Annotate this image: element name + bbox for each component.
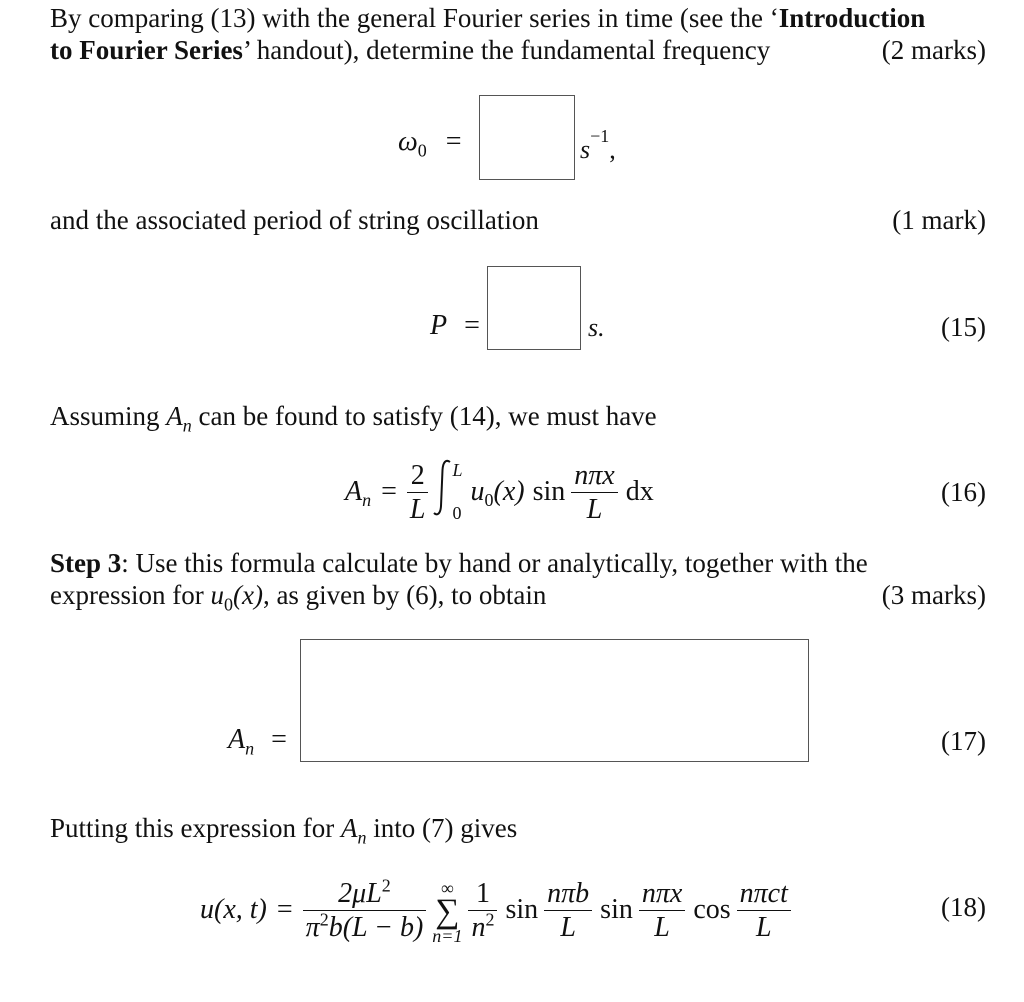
paragraph-putting [50, 812, 986, 848]
para4-text-c: , as given by (6), to obtain [262, 580, 547, 610]
eq18-cos: cos [693, 894, 731, 925]
eq18-term-den-exp: 2 [485, 909, 495, 930]
eq16-arg-num: nπx [571, 460, 617, 493]
eq16-sin-argument [571, 460, 617, 525]
eq16-fraction-2-over-L [407, 460, 429, 525]
coefficient-answer-box[interactable] [300, 639, 809, 762]
period-answer-box[interactable] [487, 266, 581, 350]
eq18-term-den [468, 911, 497, 943]
omega-unit [580, 126, 616, 165]
period-equals: = [464, 310, 480, 341]
eq16-arg-den: L [586, 493, 603, 525]
para5-var-A: A [341, 813, 358, 843]
para1-bold-a: Introduction [778, 3, 926, 33]
equation-16: A $_n$ = $\frac{2}{L}$ L 0 u $_0$ (x) sin $\frac{\text{nπx}}{L}$ dx [345, 459, 654, 525]
para1-text-b: ’ handout), determine the fundamental frequency [242, 35, 771, 65]
para4-var-u: u [210, 580, 224, 610]
eq18-coef-den-pi: π [305, 911, 320, 943]
paragraph-fundamental-frequency [50, 2, 986, 34]
eq17-lhs-A: A [228, 724, 246, 755]
eq18-arg1-den: L [560, 911, 576, 943]
period-unit: s. [588, 313, 605, 342]
paragraph-step-3 [50, 547, 986, 579]
para4-text-b: expression for [50, 580, 211, 610]
eq17-equals: = [271, 724, 287, 755]
para3-text-b: can be found to satisfy (14), we must have [191, 401, 657, 431]
period-symbol: P [430, 310, 448, 341]
omega-unit-exponent: −1 [590, 126, 610, 147]
paragraph-step-3-line2 [50, 579, 986, 615]
period-equation [430, 310, 480, 342]
paragraph-assuming [50, 400, 986, 436]
para3-var-sub: n [182, 415, 192, 436]
eq18-arg-1 [544, 878, 592, 943]
eq18-equals: = [276, 894, 293, 925]
eq18-summation [432, 879, 462, 945]
omega-subscript: 0 [417, 140, 427, 161]
eq17-lhs-sub: n [245, 738, 255, 759]
integral-sign-icon [432, 458, 454, 518]
eq16-sin: sin [532, 476, 566, 507]
equation-number-15: (15) [941, 312, 986, 342]
eq18-arg3-num: nπct [737, 878, 791, 911]
eq16-dx: dx [625, 476, 654, 507]
eq18-lhs: u(x, t) [200, 894, 267, 925]
para3-text-a: Assuming [50, 401, 167, 431]
para2-text: and the associated period of string oscillation [50, 205, 539, 235]
step-3-label: Step 3 [50, 548, 122, 578]
eq18-sin-2: sin [600, 894, 633, 925]
eq18-coefficient-fraction [303, 875, 427, 943]
eq18-term-fraction [468, 878, 497, 943]
eq16-int-lower: 0 [452, 503, 462, 523]
omega-comma: , [609, 135, 616, 164]
eq18-coef-num-exp: 2 [381, 875, 391, 896]
marks-label-2: (2 marks) [881, 35, 986, 65]
eq18-coef-den-rest: b(L − b) [328, 911, 424, 943]
eq18-sin-1: sin [505, 894, 539, 925]
eq16-frac-den: L [409, 493, 426, 525]
equation-number-18: (18) [941, 892, 986, 922]
eq16-equals: = [381, 476, 397, 507]
summation-icon: ∑ [435, 893, 460, 930]
para4-var-sub: 0 [223, 594, 233, 615]
equation-18 [200, 872, 791, 948]
eq18-coef-den-exp: 2 [319, 909, 329, 930]
omega-equals: = [445, 126, 462, 157]
eq16-integrand-u: u [470, 476, 485, 507]
eq18-arg1-num: nπb [544, 878, 592, 911]
eq16-integrand-arg: (x) [493, 476, 525, 507]
eq18-coef-den [303, 911, 427, 943]
eq18-sum-upper: ∞ [440, 878, 454, 898]
eq16-lhs-A: A [345, 476, 363, 507]
eq18-coef-num-text: 2μL [338, 877, 382, 909]
eq16-frac-num: 2 [407, 460, 429, 493]
equation-17 [228, 724, 287, 759]
omega-answer-box[interactable] [479, 95, 575, 180]
omega-unit-s: s [580, 135, 591, 164]
eq18-arg-3 [737, 878, 791, 943]
eq18-coef-num [303, 875, 427, 911]
marks-label-1: (1 mark) [892, 205, 986, 235]
omega-symbol: ω [398, 126, 418, 157]
eq18-arg2-num: nπx [639, 878, 685, 911]
equation-number-16: (16) [941, 477, 986, 507]
paragraph-period [50, 204, 986, 236]
para1-text-a: By comparing (13) with the general Fourier series in time (see the ‘ [50, 3, 779, 33]
para5-text-a: Putting this expression for [50, 813, 341, 843]
omega-equation [398, 126, 462, 161]
para5-text-b: into (7) gives [366, 813, 518, 843]
marks-label-3: (3 marks) [881, 580, 986, 610]
eq18-term-num: 1 [468, 878, 497, 911]
eq18-arg2-den: L [654, 911, 670, 943]
para3-var-A: A [166, 401, 183, 431]
para4-var-arg: (x) [232, 580, 263, 610]
eq16-int-upper: L [452, 460, 463, 480]
para1-bold-b: to Fourier Series [50, 35, 243, 65]
eq18-term-den-n: n [471, 911, 486, 943]
eq18-sum-lower: n=1 [432, 926, 463, 946]
paragraph-fundamental-frequency-line2 [50, 34, 986, 66]
eq16-integral [432, 458, 454, 526]
equation-number-17: (17) [941, 726, 986, 756]
para4-text-a: : Use this formula calculate by hand or analytically, together with the [121, 548, 868, 578]
para5-var-sub: n [357, 827, 367, 848]
eq18-arg3-den: L [755, 911, 772, 943]
eq18-arg-2 [639, 878, 685, 943]
